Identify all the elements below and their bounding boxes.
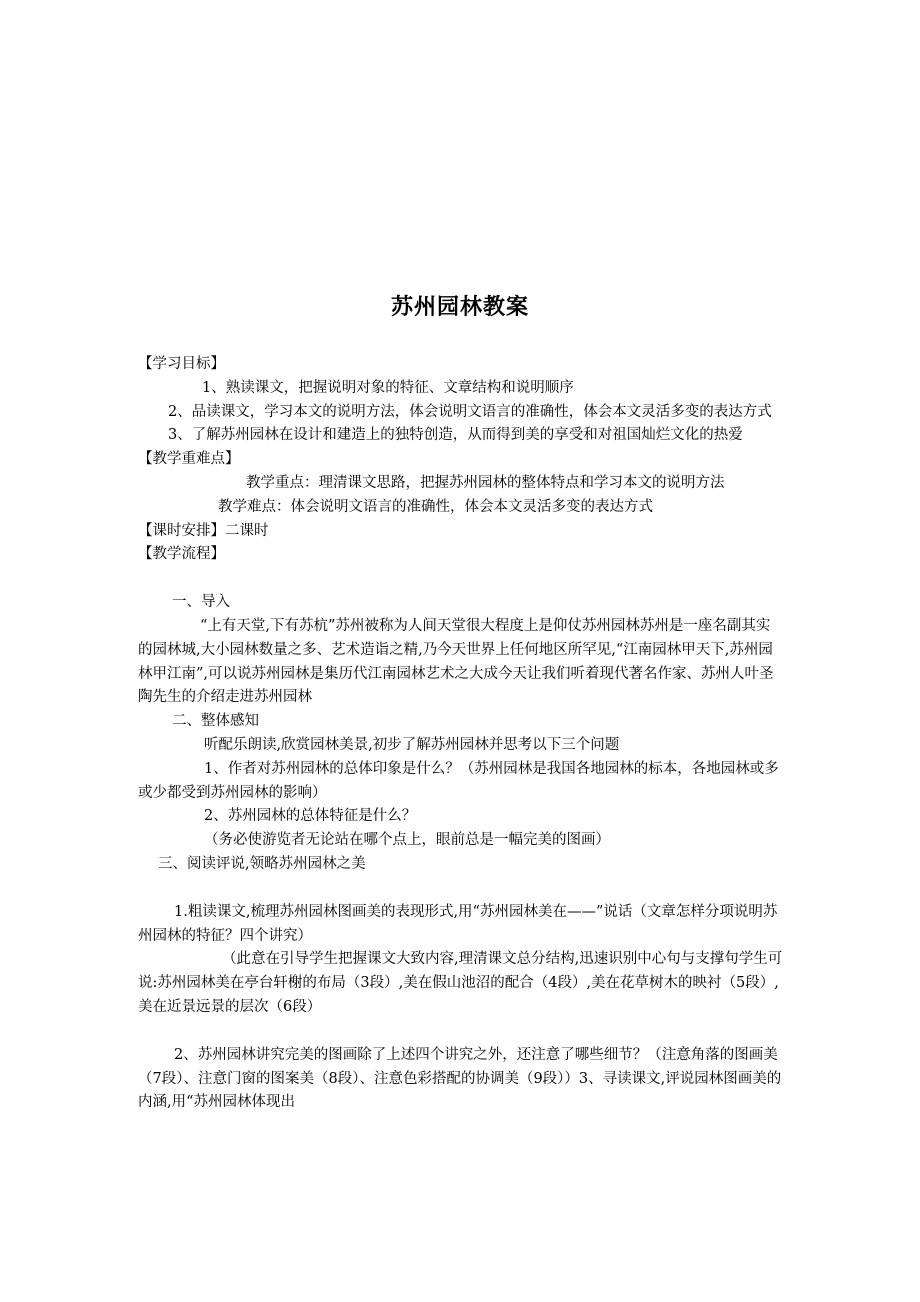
reading-step-1-note: （此意在引导学生把握课文大致内容,理清课文总分结构,迅速识别中心句与支撑句学生可说:苏州园林美在亭台轩榭的布局（3段）,美在假山池沼的配合（4段）,美在花草树木的映衬（5段）,美在近景远景的层次（6段） — [138, 951, 783, 1015]
objective-2: 2、品读课文，学习本文的说明方法，体会说明文语言的准确性，体会本文灵活多变的表达方式 — [168, 403, 772, 420]
key-point: 教学重点：理清课文思路，把握苏州园林的整体特点和学习本文的说明方法 — [246, 474, 725, 491]
document-body — [138, 353, 784, 1115]
overall-answer-2: （务必使游览者无论站在哪个点上，眼前总是一幅完美的图画） — [204, 832, 610, 849]
reading-step-2: 2、苏州园林讲究完美的图画除了上述四个讲究之外，还注意了哪些细节？（注意角落的图画美（7段）、注意门窗的图案美（8段）、注意色彩搭配的协调美（9段））3、寻读课文,评说园林图画美的内涵,用“苏州园林体现出 — [138, 1046, 782, 1111]
difficult-point: 教学难点：体会说明文语言的准确性，体会本文灵活多变的表达方式 — [218, 498, 653, 515]
reading-heading: 三、阅读评说,领略苏州园林之美 — [158, 855, 366, 872]
overall-question-1: 1、作者对苏州园林的总体印象是什么？（苏州园林是我国各地园林的标本，各地园林或多或少都受到苏州园林的影响） — [138, 760, 779, 801]
reading-step-1: 1.粗读课文,梳理苏州园林图画美的表现形式,用“苏州园林美在——”说话（文章怎样分项说明苏州园林的特征？四个讲究） — [138, 903, 778, 944]
page-title: 苏州园林教案 — [390, 294, 529, 320]
key-points-header: 【教学重难点】 — [138, 451, 240, 468]
objective-3: 3、了解苏州园林在设计和建造上的独特创造，从而得到美的享受和对祖国灿烂文化的热爱 — [168, 427, 743, 444]
overall-intro: 听配乐朗读,欣赏园林美景,初步了解苏州园林并思考以下三个问题 — [204, 736, 620, 753]
process-header: 【教学流程】 — [138, 546, 225, 563]
overall-heading: 二、整体感知 — [172, 713, 259, 730]
schedule: 【课时安排】二课时 — [138, 522, 269, 539]
objective-1: 1、熟读课文，把握说明对象的特征、文章结构和说明顺序 — [202, 379, 574, 396]
intro-text: “上有天堂,下有苏杭”苏州被称为人间天堂很大程度上是仰仗苏州园林苏州是一座名副其实的园林城,大小园林数量之多、艺术造诣之精,乃今天世界上任何地区所罕见,“江南园林甲天下,苏州园林甲江南”,可以说苏州园林是集历代江南园林艺术之大成今天让我们听着现代著名作家、苏州人叶圣陶先生的介绍走进苏州园林 — [138, 617, 774, 706]
intro-heading: 一、导入 — [172, 594, 230, 611]
overall-question-2: 2、苏州园林的总体特征是什么？ — [204, 808, 417, 825]
objectives-header: 【学习目标】 — [138, 356, 225, 372]
